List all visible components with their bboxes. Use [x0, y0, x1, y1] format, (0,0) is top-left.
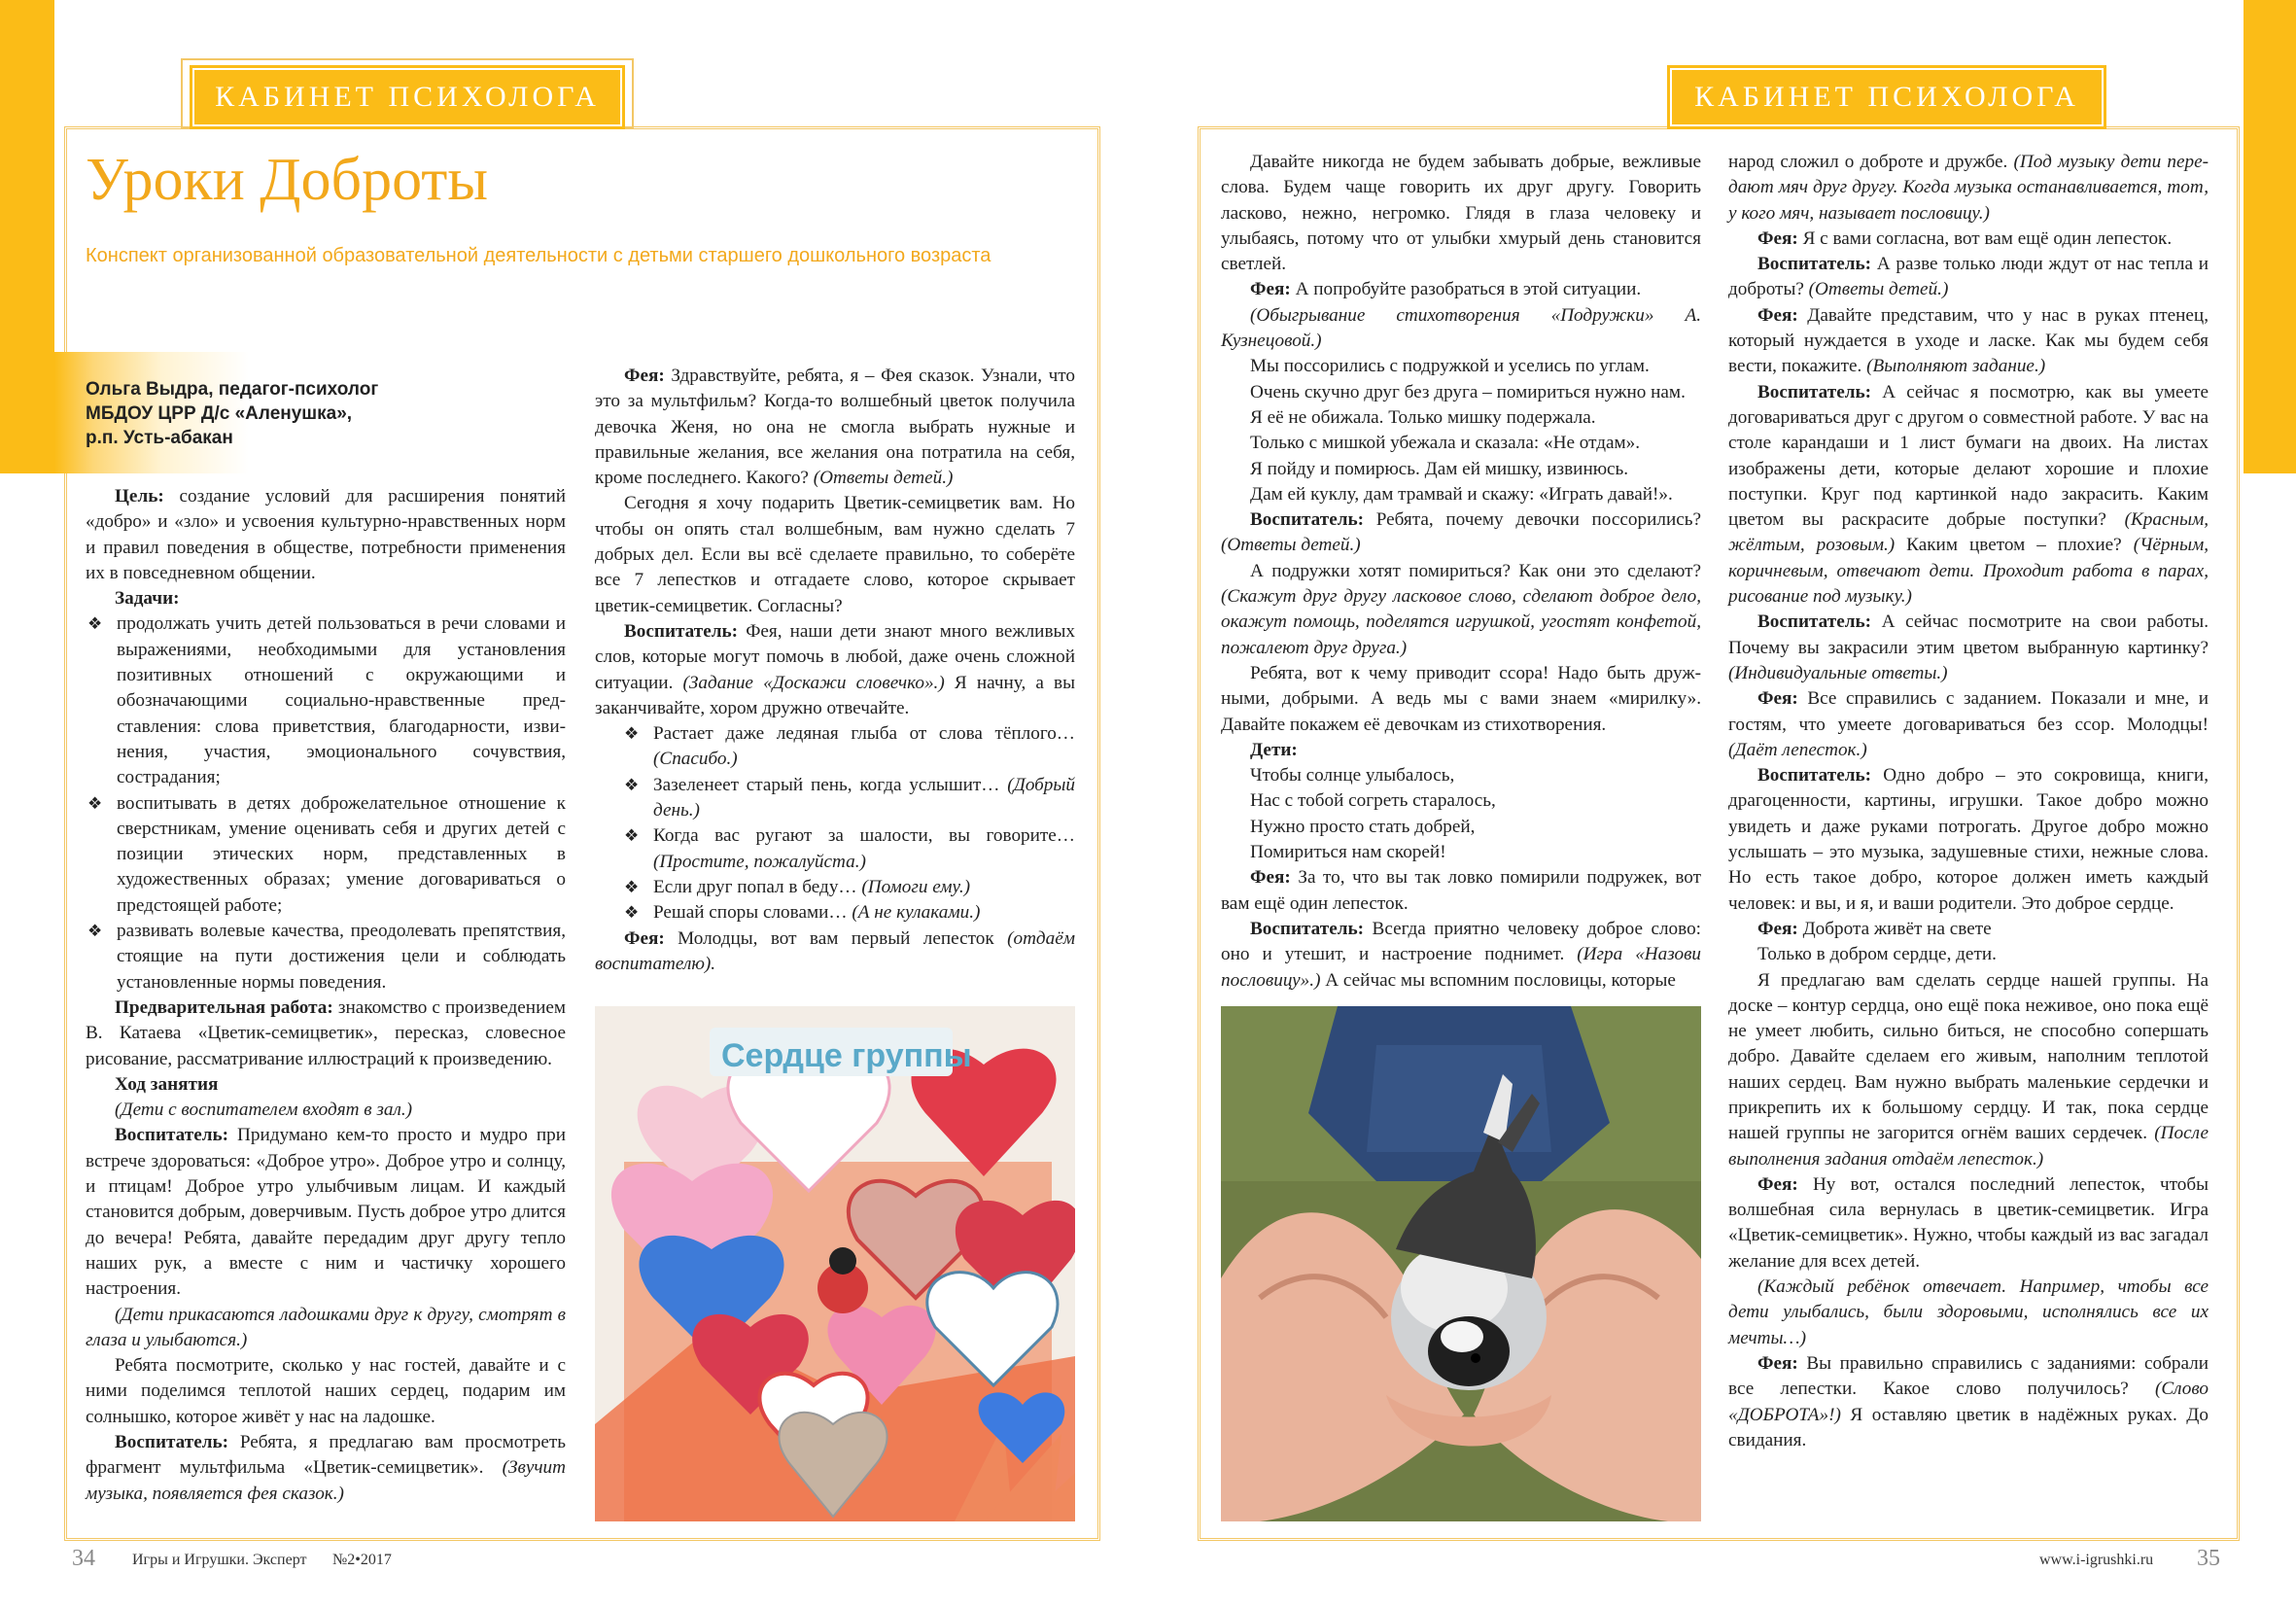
- section-header-right: КАБИНЕТ ПСИХОЛОГА: [1670, 68, 2104, 126]
- right-accent-bar: [2244, 0, 2296, 473]
- issue-number: №2•2017: [332, 1552, 392, 1568]
- left-page-number: 34: [72, 1546, 95, 1571]
- article-subtitle: Конспект организованной образовательной деятельности с детьми старшего дошкольного возраста: [86, 245, 991, 266]
- article-column-2: Фея: Здравствуйте, ребята, я – Фея сказок. Узнали, что это за мультфильм? Когда-то волшебный цветок получила девочка Женя, но она не смогла выбрать нужные и правильные желания, все желания она потратила на себя, кроме последнего. Какого? (Ответы детей.) Сегодня я хочу подарить Цветик-семицветик вам. Но чтобы он опять стал волшебным, вам нужно сделать 7 добрых дел. Если вы всё сделаете правильно, то соберёте все 7 лепестков и отгадаете слово, которое скрывает цветик-семицветик. Согласны? Воспитатель: Фея, наши дети знают много вежливых слов, которые могут помочь в любой, даже очень сложной ситуации. (Задание «Доскажи словечко».) Я начну, а вы заканчивайте, хором дружно отвечайте. ❖ Растает даже ледяная глыба от слова тёплого… (Спасибо.) ❖ Зазеленеет старый пень, когда услышит… (Добрый день.) ❖ Когда вас ругают за шалости, вы говорите… (Простите, пожалуйста.) ❖ Если друг попал в беду… (Помоги ему.) ❖ Решай споры словами… (А не кулаками.) Фея: Молодцы, вот вам первый лепесток (отдаём воспитателю).: [595, 364, 1075, 977]
- hearts-photo: [595, 1006, 1075, 1521]
- magazine-name: Игры и Игрушки. Эксперт: [132, 1552, 307, 1568]
- author-org: МБДОУ ЦРР Д/с «Аленушка»,: [86, 403, 353, 424]
- article-column-4: народ сложил о доброте и дружбе. (Под музыку дети передают мяч друг другу. Когда музыка останавливается, тот, у кого мяч, называет пословицу.) Фея: Я с вами согласна, вот вам ещё один лепесток. Воспитатель: А разве только люди ждут от нас тепла и доброты? (Ответы детей.) Фея: Давайте представим, что у нас в руках птенец, который нуждается в уходе и ласке. Как мы будем себя вести, покажите. (Выполняют задание.) Воспитатель: А сейчас я посмотрю, как вы умеете договариваться друг с другом о совместной работе. У вас на столе карандаши и 1 лист бумаги на двоих. На листах изображены дети, которые делают хорошие и плохие поступки. Круг под картинкой надо закрасить. Каким цветом вы раскрасите добрые поступки? (Красным, жёлтым, розовым.) Каким цветом – плохие? (Чёрным, коричневым, отвечают дети. Проходит работа в парах, рисование под музыку.) Воспитатель: А сейчас посмотрите на свои работы. Почему вы закрасили этим цветом выбранную картинку? (Индивидуальные ответы.) Фея: Все справились с заданием. Показали и мне, и гостям, что умеете договариваться без ссор. Молодцы! (Даёт лепесток.) Воспитатель: Одно добро – это сокровища, книги, драгоценности, картины, игрушки. Такое добро можно увидеть и даже руками потрогать. Другое добро можно услышать – это музыка, задушевные стихи, нежные слова. Но есть такое добро, которое должен иметь каждый человек: и вы, и я, и ваши родители. Это доброе сердце. Фея: Доброта живёт на свете Только в добром сердце, дети. Я предлагаю вам сделать сердце нашей группы. На доске – контур сердца, оно ещё пока неживое, оно пока ещё не умеет любить, сильно биться, не способно сопершать добро. Давайте сделаем его живым, наполним теплотой наших сердец. Вам нужно выбрать маленькие сердечки и прикрепить их к большому сердцу. И так, пока сердце нашей группы не загорится огнём ваших сердечек. (После выполнения задания отдаём лепесток.) Фея: Ну вот, остался последний лепесток, чтобы волшебная сила вернулась в цветик-семицветик. Игра «Цветик-семицветик». Нужно, чтобы каждый из вас загадал желание для всех детей. (Каждый ребёнок отвечает. Например, чтобы все дети улыбались, были здоровыми, исполнялись все их мечты…) Фея: Вы правильно справились с заданиями: собрали все лепестки. Какое слово получилось? (Слово «ДОБРОТА»!) Я оставляю цветик в надёжных руках. До свидания.: [1728, 152, 2209, 1450]
- author-block: [86, 377, 378, 450]
- left-accent-bar-mid: [0, 352, 54, 473]
- website-link[interactable]: www.i-igrushki.ru: [2039, 1552, 2154, 1568]
- author-place: р.п. Усть-абакан: [86, 428, 233, 448]
- article-title: Уроки Доброты: [86, 147, 489, 213]
- bird-illustration: [1221, 1006, 1701, 1521]
- article-column-3: Давайте никогда не будем забывать добрые, вежливые слова. Будем чаще говорить их друг другу. Говорить ласково, нежно, негромко. Глядя в глаза человеку и улыбаясь, потому что от улыбки хмурый день становится светлей. Фея: А попробуйте разобраться в этой ситуации. (Обыгрывание стихотворения «Подружки» А. Кузнецовой.) Мы поссорились с подружкой и уселись по углам. Очень скучно друг без друга – помириться нужно нам. Я её не обижала. Только мишку подержала. Только с мишкой убежала и сказала: «Не отдам». Я пойду и помирюсь. Дам ей мишку, извинюсь. Дам ей куклу, дам трамвай и скажу: «Играть давай!». Воспитатель: Ребята, почему девочки поссорились? (Ответы детей.) А подружки хотят помириться? Как они это сделают? (Скажут друг другу ласковое слово, сделают доброе дело, окажут помощь, поделятся игрушкой, угостят конфетой, пожалеют друг друга.) Ребята, вот к чему приводит ссора! Надо быть дружными, добрыми. А ведь мы с вами знаем «мирилку». Давайте покажем её девочкам из стихотворения. Дети: Чтобы солнце улыбалось, Нас с тобой согреть старалось, Нужно просто стать добрей, Помириться нам скорей! Фея: За то, что вы так ловко помирили подружек, вот вам ещё один лепесток. Воспитатель: Всегда приятно человеку доброе слово: оно и утешит, и настроение поднимет. (Игра «Назови пословицу».) А сейчас мы вспомним пословицы, которые: [1221, 152, 1701, 991]
- section-header-left: КАБИНЕТ ПСИХОЛОГА: [192, 68, 622, 126]
- bird-in-hands-photo: [1221, 1006, 1701, 1521]
- article-column-1: Цель: создание условий для расширения понятий «добро» и «зло» и усвоения культурно-нравственных норм и правил поведения в обществе, потребности применения их в повседневном общении. Задачи: ❖ продолжать учить детей пользоваться в речи словами и выражениями, необходимыми для установления позитивных отношений с окружающими и обозначающими социально-нравственные представления: слова приветствия, благодарности, извинения, участия, эмоционального сочувствия, сострадания; ❖ воспитывать в детях доброжелательное отношение к сверстникам, умение оценивать себя и других детей с позиции этических норм, представленных в художественных образах; умение договариваться о предстоящей работе; ❖ развивать волевые качества, преодолевать препятствия, стоящие на пути достижения цели и соблюдать установленные нормы поведения. Предварительная работа: знакомство с произведением В. Катаева «Цветик-семицветик», пересказ, словесное рисование, рассматривание иллюстраций к произведению. Ход занятия (Дети с воспитателем входят в зал.) Воспитатель: Придумано кем-то просто и мудро при встрече здороваться: «Доброе утро». Доброе утро и солнцу, и птицам! Доброе утро улыбчивым лицам. И каждый становится добрым, доверчивым. Пусть доброе утро длится до вечера! Ребята, давайте передадим друг другу тепло наших рук, а вместе с ним и частичку хорошего настроения. (Дети прикасаются ладошками друг к другу, смотрят в глаза и улыбаются.) Ребята посмотрите, сколько у нас гостей, давайте и с ними поделимся теплотой наших сердец, подарим им солнышко, которое живёт у нас на ладошке. Воспитатель: Ребята, я предлагаю вам просмотреть фрагмент мультфильма «Цветик-семицветик». (Звучит музыка, появляется фея сказок.): [86, 484, 566, 1507]
- right-page-number: 35: [2197, 1546, 2220, 1571]
- hearts-illustration: [595, 1006, 1075, 1521]
- author-name: Ольга Выдра, педагог-психолог: [86, 379, 379, 400]
- left-accent-bar-top: [0, 0, 54, 352]
- hearts-sign-text: Сердце группы: [721, 1037, 972, 1074]
